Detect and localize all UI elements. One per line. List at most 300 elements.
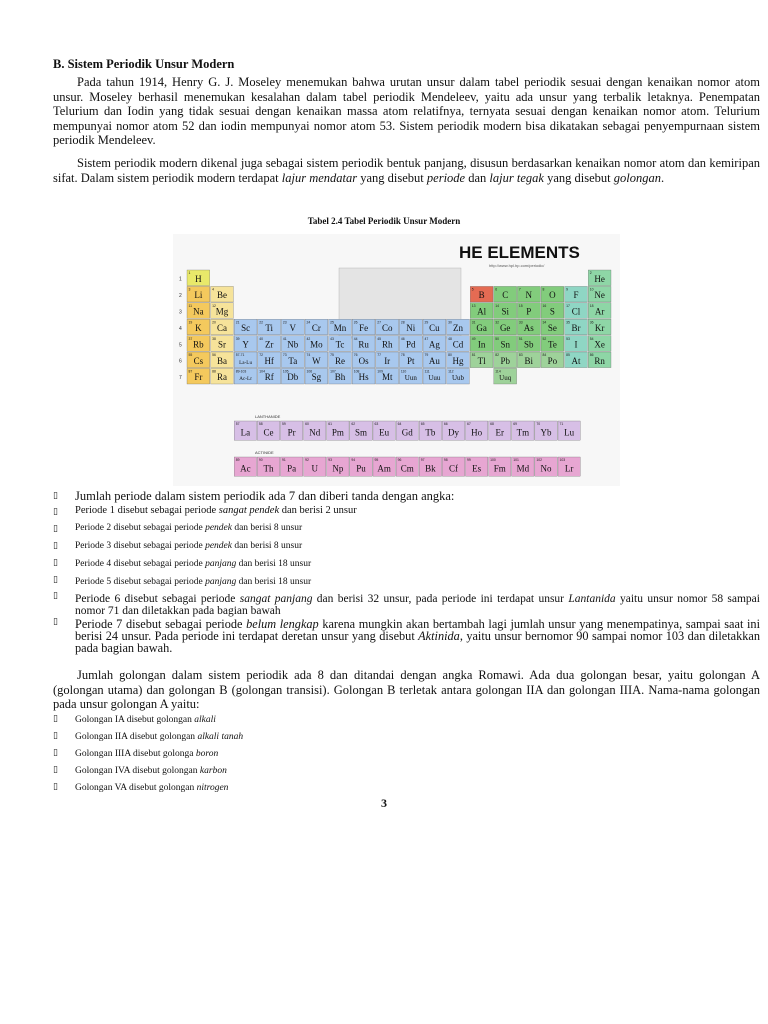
atomic-number-b: 5	[471, 287, 474, 292]
actinide-label: ACTINIDE	[255, 450, 274, 455]
bullet-periode-3	[75, 540, 760, 553]
atomic-number-sr: 38	[212, 336, 216, 341]
atomic-number-pd: 46	[400, 336, 405, 341]
element-symbol-ru: Ru	[358, 339, 369, 350]
element-symbol-lan-tb: Tb	[425, 427, 436, 438]
atomic-number-p: 15	[518, 304, 523, 308]
element-symbol-mg: Mg	[215, 306, 229, 317]
atomic-number-ar: 18	[589, 304, 594, 308]
bullet-periode-5	[75, 576, 760, 589]
element-symbol-na: Na	[193, 306, 204, 317]
table-url: http://www.hpl.hp.com/periodic/	[489, 263, 545, 268]
paragraph-moseley: Pada tahun 1914, Henry G. J. Moseley menemukan bahwa urutan unsur dalam tabel periodik sesuai dengan kenaikan nomor atom unsur. Moseley berhasil menemukan kesalahan dalam tabel periodik Mendeleev, yaitu ada unsur yang terbalik letaknya. Penempatan Telurium dan Iodin yang tidak sesuai dengan kenaikan massa atom relatifnya, ternyata sesuai dengan kenaikan nomor atom. Telurium mempunyai nomor atom 52 dan iodin mempunyai nomor atom 53. Sistem periodik modern bisa dikatakan sebagai penyempurnaan sistem periodik Mendeleev.	[53, 75, 760, 148]
bullet-icon: ▯	[53, 617, 58, 627]
element-symbol-act-am: Am	[377, 463, 391, 474]
atomic-number-sg: 106	[306, 369, 313, 374]
bullet-icon: ▯	[53, 524, 58, 534]
table-banner: HE ELEMENTS	[459, 243, 580, 262]
text-run: karena mungkin akan bertambah lagi jumlah unsur yang menempatinya, sampai saat ini berisi 24 unsur. Pada periode ini terdapat deretan unsur yang disebut	[75, 617, 760, 644]
atomic-number-lan-la: 57	[235, 422, 240, 427]
element-symbol-br: Br	[571, 323, 581, 334]
element-symbol-lan-sm: Sm	[354, 427, 368, 438]
element-symbol-tl: Tl	[477, 355, 486, 366]
element-symbol-sr: Sr	[217, 339, 227, 350]
element-symbol-hg: Hg	[452, 355, 464, 366]
emphasis: Aktinida	[418, 629, 460, 644]
table-caption: Tabel 2.4 Tabel Periodik Unsur Modern	[307, 216, 461, 226]
element-symbol-bh: Bh	[334, 372, 346, 383]
element-symbol-te: Te	[547, 339, 557, 350]
emphasis: alkali	[194, 715, 216, 725]
emphasis: belum lengkap	[246, 617, 319, 631]
atomic-number-ni: 28	[400, 320, 405, 325]
element-symbol-act-bk: Bk	[425, 463, 436, 474]
element-symbol-rf: Rf	[264, 372, 274, 383]
atomic-number-ti: 22	[259, 320, 264, 325]
atomic-number-li: 3	[188, 287, 191, 292]
bullet-golongan-iiia	[75, 748, 760, 761]
element-symbol-lan-tm: Tm	[516, 427, 530, 438]
element-symbol-kr: Kr	[594, 323, 605, 334]
element-symbol-xe: Xe	[594, 339, 605, 350]
element-symbol-cu: Cu	[429, 323, 440, 334]
bullet-periode-4	[75, 558, 760, 571]
element-symbol-lan-pr: Pr	[287, 427, 296, 438]
element-symbol-ac-lr: Ac-Lr	[239, 376, 252, 383]
element-symbol-n: N	[525, 290, 533, 301]
element-symbol-pt: Pt	[407, 355, 415, 366]
element-symbol-act-cf: Cf	[449, 463, 459, 474]
atomic-number-act-pa: 91	[281, 458, 286, 463]
element-symbol-au: Au	[428, 355, 440, 366]
period-label: 6	[179, 358, 182, 365]
atomic-number-in: 49	[471, 336, 476, 341]
element-symbol-lan-ho: Ho	[471, 427, 483, 438]
element-symbol-cs: Cs	[193, 355, 204, 366]
element-symbol-lan-lu: Lu	[564, 427, 575, 438]
atomic-number-o: 8	[542, 287, 545, 292]
element-symbol-re: Re	[335, 355, 345, 366]
atomic-number-ga: 31	[471, 320, 476, 325]
atomic-number-ca: 20	[212, 320, 216, 325]
period-label: 5	[179, 342, 182, 349]
atomic-number-v: 23	[282, 320, 287, 325]
element-symbol-he: He	[594, 273, 605, 284]
element-symbol-y: Y	[242, 339, 249, 350]
element-symbol-uun: Uun	[404, 374, 417, 383]
emphasis: alkali tanah	[197, 732, 244, 742]
periodic-table-graphic	[173, 234, 620, 486]
atomic-number-act-u: 92	[305, 458, 309, 463]
element-symbol-uuu: Uuu	[428, 374, 441, 383]
emphasis: panjang	[205, 577, 237, 587]
atomic-number-act-am: 95	[374, 458, 379, 463]
atomic-number-lan-yb: 70	[536, 422, 541, 427]
element-symbol-mt: Mt	[381, 372, 393, 383]
atomic-number-lan-tb: 65	[420, 422, 425, 427]
emphasis: Lantanida	[568, 593, 616, 605]
text-run: , yaitu unsur bernomor 90 sampai nomor 103 dan diletakkan pada bagian bawah.	[75, 629, 760, 656]
bullet-icon: ▯	[53, 782, 58, 792]
atomic-number-act-pu: 94	[351, 458, 356, 463]
atomic-number-ag: 47	[424, 336, 429, 341]
atomic-number-te: 52	[542, 336, 547, 341]
atomic-number-f: 9	[566, 287, 568, 292]
periodic-table-image	[173, 234, 620, 486]
text-run: dan berisi 32 unsur, pada periode ini terdapat unsur	[312, 593, 569, 605]
text-run: yang disebut	[543, 170, 614, 185]
atomic-number-act-cm: 96	[397, 458, 402, 463]
atomic-number-re: 75	[330, 353, 334, 358]
emphasis: nitrogen	[196, 783, 229, 793]
element-symbol-c: C	[502, 290, 509, 301]
atomic-number-lan-ho: 67	[466, 422, 471, 427]
text-run: Periode 2 disebut sebagai periode	[75, 523, 206, 533]
text-run: yang disebut	[357, 170, 427, 185]
atomic-number-cr: 24	[306, 320, 311, 325]
element-symbol-lan-ce: Ce	[263, 427, 274, 438]
element-symbol-act-lr: Lr	[564, 463, 574, 474]
text-run: dan berisi 18 unsur	[236, 577, 312, 587]
element-symbol-k: K	[195, 323, 202, 334]
atomic-number-n: 7	[518, 287, 521, 292]
bullet-icon: ▯	[53, 714, 58, 724]
atomic-number-cu: 29	[424, 320, 429, 325]
text-run: yaitu unsur nomor 58 sampai nomor 71 dan diletakkan pada bagian bawah	[75, 593, 760, 617]
period-label: 1	[179, 276, 182, 283]
paragraph-golongan: Jumlah golongan dalam sistem periodik ada 8 dan ditandai dengan angka Romawi. Ada dua golongan besar, yaitu golongan A (golongan utama) dan golongan B (golongan transisi). Golongan B terletak antara golongan IIA dan golongan IIIA. Nama-nama golongan pada unsur golongan A yaitu:	[53, 668, 760, 712]
atomic-number-at: 85	[566, 353, 570, 358]
element-symbol-act-es: Es	[472, 463, 482, 474]
text-run: Periode 7 disebut sebagai periode	[75, 617, 247, 631]
element-symbol-be: Be	[217, 290, 227, 301]
element-symbol-p: P	[526, 306, 532, 317]
element-symbol-act-cm: Cm	[400, 463, 414, 474]
atomic-number-uuq: 114	[495, 369, 501, 374]
section-heading: B. Sistem Periodik Unsur Modern	[53, 57, 235, 71]
element-symbol-ra: Ra	[217, 372, 227, 383]
element-symbol-ti: Ti	[265, 323, 274, 334]
atomic-number-hs: 108	[353, 369, 360, 374]
element-symbol-act-th: Th	[263, 463, 274, 474]
element-symbol-act-ac: Ac	[240, 463, 251, 474]
element-symbol-lan-yb: Yb	[540, 427, 552, 438]
atomic-number-fe: 26	[353, 320, 358, 325]
element-symbol-ne: Ne	[594, 290, 605, 301]
atomic-number-au: 79	[424, 353, 429, 358]
atomic-number-cd: 48	[448, 336, 452, 341]
paragraph-modern-system	[53, 156, 760, 185]
atomic-number-la-lu: 57-71	[235, 353, 245, 358]
element-symbol-lan-eu: Eu	[379, 427, 390, 438]
element-symbol-sg: Sg	[311, 372, 322, 383]
atomic-number-uuu: 111	[424, 369, 430, 374]
element-symbol-nb: Nb	[287, 339, 299, 350]
emphasis-lajur-mendatar: lajur mendatar	[281, 170, 358, 185]
atomic-number-hf: 72	[259, 353, 264, 358]
element-symbol-act-np: Np	[332, 463, 344, 474]
element-symbol-b: B	[478, 290, 485, 301]
atomic-number-na: 11	[188, 304, 193, 308]
element-symbol-act-pu: Pu	[356, 463, 366, 474]
element-symbol-act-no: No	[540, 463, 552, 474]
bullet-golongan-iva	[75, 765, 760, 778]
atomic-number-rn: 86	[589, 353, 594, 358]
atomic-number-zr: 40	[259, 336, 264, 341]
atomic-number-y: 39	[235, 336, 240, 341]
text-run: Golongan IA disebut golongan	[75, 715, 195, 725]
emphasis-periode: periode	[426, 170, 466, 185]
element-symbol-uub: Uub	[451, 374, 465, 383]
atomic-number-act-cf: 98	[443, 458, 448, 463]
atomic-number-ba: 56	[212, 353, 216, 358]
emphasis: panjang	[205, 559, 237, 569]
atomic-number-si: 14	[495, 304, 500, 308]
element-symbol-sc: Sc	[241, 323, 251, 334]
bullet-icon: ▯	[53, 541, 58, 551]
text-run: Sistem periodik modern dikenal juga sebagai sistem periodik bentuk panjang, disusun berdasarkan kenaikan nomor atom dan kemiripan sifat. Dalam sistem periodik modern terdapat	[53, 156, 760, 185]
text-run: Periode 4 disebut sebagai periode	[75, 559, 206, 569]
bullet-icon: ▯	[53, 765, 58, 775]
atomic-number-lan-ce: 58	[258, 422, 263, 427]
element-symbol-in: In	[477, 339, 486, 350]
atomic-number-xe: 54	[589, 336, 594, 341]
emphasis: pendek	[205, 541, 232, 551]
text-run: Periode 5 disebut sebagai periode	[75, 577, 206, 587]
bullet-icon: ▯	[53, 491, 58, 501]
atomic-number-act-bk: 97	[420, 458, 425, 463]
bullet-periode-2	[75, 522, 760, 535]
element-symbol-ca: Ca	[217, 323, 227, 334]
atomic-number-mt: 109	[377, 369, 383, 374]
atomic-number-act-md: 101	[513, 458, 519, 463]
emphasis-golongan: golongan	[613, 170, 661, 185]
element-symbol-zr: Zr	[264, 339, 274, 350]
atomic-number-act-lr: 103	[559, 458, 566, 463]
element-symbol-fr: Fr	[194, 372, 203, 383]
atomic-number-lan-dy: 66	[443, 422, 448, 427]
element-symbol-o: O	[549, 290, 556, 301]
element-symbol-uuq: Uuq	[499, 374, 512, 383]
element-symbol-os: Os	[358, 355, 369, 366]
emphasis: boron	[195, 749, 219, 759]
atomic-number-lan-sm: 62	[351, 422, 356, 427]
atomic-number-zn: 30	[448, 320, 452, 325]
text-run: Golongan IIA disebut golongan	[75, 732, 198, 742]
atomic-number-al: 13	[471, 304, 476, 308]
atomic-number-co: 27	[377, 320, 382, 325]
atomic-number-k: 19	[188, 320, 193, 325]
atomic-number-lan-tm: 69	[513, 422, 518, 427]
text-run: dan berisi 8 unsur	[231, 523, 303, 533]
atomic-number-he: 2	[589, 271, 592, 276]
atomic-number-sc: 21	[235, 320, 240, 325]
atomic-number-act-no: 102	[536, 458, 543, 463]
atomic-number-c: 6	[495, 287, 498, 292]
atomic-number-lan-nd: 60	[305, 422, 309, 427]
element-symbol-ag: Ag	[428, 339, 440, 350]
atomic-number-db: 105	[282, 369, 289, 374]
emphasis: pendek	[205, 523, 232, 533]
atomic-number-act-es: 99	[466, 458, 471, 463]
element-symbol-act-md: Md	[516, 463, 530, 474]
atomic-number-as: 33	[518, 320, 523, 325]
element-symbol-la-lu: La-Lu	[239, 359, 253, 366]
bullet-icon: ▯	[53, 558, 58, 568]
element-symbol-sn: Sn	[500, 339, 510, 350]
element-symbol-ir: Ir	[384, 355, 391, 366]
text-run: dan berisi 8 unsur	[231, 541, 303, 551]
atomic-number-pt: 78	[400, 353, 405, 358]
atomic-number-act-th: 90	[258, 458, 263, 463]
atomic-number-act-np: 93	[328, 458, 332, 463]
element-symbol-s: S	[549, 306, 555, 317]
element-symbol-cr: Cr	[311, 323, 321, 334]
element-symbol-h: H	[195, 273, 202, 284]
period-label: 4	[179, 325, 182, 332]
element-symbol-f: F	[573, 290, 579, 301]
atomic-number-h: 1	[188, 271, 191, 276]
atomic-number-lan-pm: 61	[328, 422, 332, 427]
atomic-number-ac-lr: 89-103	[235, 369, 247, 374]
bullet-periode-6	[75, 593, 760, 617]
bullet-icon: ▯	[53, 507, 58, 517]
element-symbol-lan-la: La	[240, 427, 251, 438]
atomic-number-tc: 43	[330, 336, 334, 341]
text-run: Golongan VA disebut golongan	[75, 783, 197, 793]
emphasis: sangat pendek	[218, 505, 280, 516]
atomic-number-bi: 83	[518, 353, 523, 358]
bullet-icon: ▯	[53, 575, 58, 585]
text-run: Golongan IVA disebut golongan	[75, 766, 200, 776]
element-symbol-al: Al	[477, 306, 487, 317]
text-run: dan	[465, 170, 490, 185]
element-symbol-bi: Bi	[524, 355, 534, 366]
element-symbol-lan-gd: Gd	[401, 427, 413, 438]
element-symbol-ge: Ge	[499, 323, 511, 334]
element-symbol-lan-dy: Dy	[448, 427, 460, 438]
bullet-periode-intro: Jumlah periode dalam sistem periodik ada 7 dan diberi tanda dengan angka:	[75, 489, 455, 503]
bullet-icon: ▯	[53, 591, 58, 601]
period-label: 7	[179, 375, 182, 382]
atomic-number-rb: 37	[188, 336, 193, 341]
element-symbol-as: As	[523, 323, 534, 334]
atomic-number-ir: 77	[377, 353, 382, 358]
element-symbol-v: V	[289, 323, 297, 334]
atomic-number-po: 84	[542, 353, 547, 358]
element-symbol-mo: Mo	[310, 339, 323, 350]
element-symbol-cl: Cl	[571, 306, 581, 317]
atomic-number-mn: 25	[330, 320, 334, 325]
atomic-number-uun: 110	[400, 369, 407, 374]
atomic-number-mg: 12	[212, 304, 216, 308]
atomic-number-sn: 50	[495, 336, 500, 341]
atomic-number-mo: 42	[306, 336, 311, 341]
atomic-number-sb: 51	[518, 336, 523, 341]
element-symbol-w: W	[312, 355, 321, 366]
atomic-number-lan-er: 68	[490, 422, 494, 427]
element-symbol-ni: Ni	[406, 323, 416, 334]
atomic-number-nb: 41	[282, 336, 287, 341]
text-run: Golongan IIIA disebut golonga	[75, 749, 196, 759]
atomic-number-br: 35	[566, 320, 570, 325]
element-symbol-ba: Ba	[217, 355, 227, 366]
element-symbol-fe: Fe	[359, 323, 369, 334]
text-run: Periode 1 disebut sebagai periode	[75, 505, 219, 516]
element-symbol-tc: Tc	[335, 339, 345, 350]
atomic-number-i: 53	[566, 336, 570, 341]
period-label: 3	[179, 309, 182, 316]
atomic-number-act-fm: 100	[490, 458, 496, 463]
lanthanide-label: LANTHANIDE	[255, 414, 281, 419]
atomic-number-act-ac: 89	[235, 458, 240, 463]
element-symbol-at: At	[571, 355, 581, 366]
text-run: Periode 6 disebut sebagai periode	[75, 593, 240, 605]
element-symbol-lan-er: Er	[495, 427, 505, 438]
element-symbol-rn: Rn	[594, 355, 605, 366]
text-run: dan berisi 18 unsur	[236, 559, 312, 569]
bullet-icon: ▯	[53, 731, 58, 741]
element-symbol-i: I	[574, 339, 578, 350]
atomic-number-se: 34	[542, 320, 547, 325]
element-symbol-rh: Rh	[381, 339, 393, 350]
bullet-golongan-iia	[75, 731, 760, 744]
bullet-golongan-ia	[75, 714, 760, 727]
text-run: dan berisi 2 unsur	[279, 505, 357, 516]
bullet-icon: ▯	[53, 748, 58, 758]
element-symbol-po: Po	[547, 355, 558, 366]
atomic-number-lan-lu: 71	[559, 422, 564, 427]
element-symbol-act-pa: Pa	[287, 463, 297, 474]
text-run: .	[660, 170, 665, 185]
element-symbol-pb: Pb	[500, 355, 510, 366]
element-symbol-si: Si	[501, 306, 509, 317]
emphasis: sangat panjang	[239, 593, 313, 605]
element-symbol-zn: Zn	[453, 323, 463, 334]
element-symbol-cd: Cd	[452, 339, 464, 350]
atomic-number-tl: 81	[471, 353, 476, 358]
atomic-number-ne: 10	[589, 287, 594, 292]
bullet-golongan-va	[75, 782, 760, 795]
element-symbol-db: Db	[287, 372, 299, 383]
atomic-number-hg: 80	[448, 353, 452, 358]
atomic-number-lan-pr: 59	[281, 422, 286, 427]
emphasis-lajur-tegak: lajur tegak	[489, 170, 544, 185]
element-symbol-co: Co	[381, 323, 393, 334]
bullet-periode-1	[75, 504, 760, 517]
element-symbol-lan-nd: Nd	[309, 427, 321, 438]
element-symbol-lan-pm: Pm	[331, 427, 344, 438]
element-symbol-pd: Pd	[406, 339, 416, 350]
emphasis: karbon	[199, 766, 227, 776]
element-symbol-se: Se	[547, 323, 557, 334]
element-symbol-hf: Hf	[264, 355, 274, 366]
atomic-number-lan-gd: 64	[397, 422, 402, 427]
atomic-number-rh: 45	[377, 336, 382, 341]
period-label: 2	[179, 293, 182, 300]
atomic-number-be: 4	[212, 287, 214, 292]
atomic-number-uub: 112	[448, 369, 454, 374]
page-number: 3	[381, 796, 387, 810]
atomic-number-os: 76	[353, 353, 358, 358]
bullet-periode-7	[75, 618, 760, 655]
element-symbol-ar: Ar	[594, 306, 605, 317]
element-symbol-ta: Ta	[288, 355, 298, 366]
element-symbol-rb: Rb	[193, 339, 204, 350]
element-symbol-mn: Mn	[333, 323, 347, 334]
atomic-number-ta: 73	[282, 353, 287, 358]
atomic-number-cs: 55	[188, 353, 193, 358]
